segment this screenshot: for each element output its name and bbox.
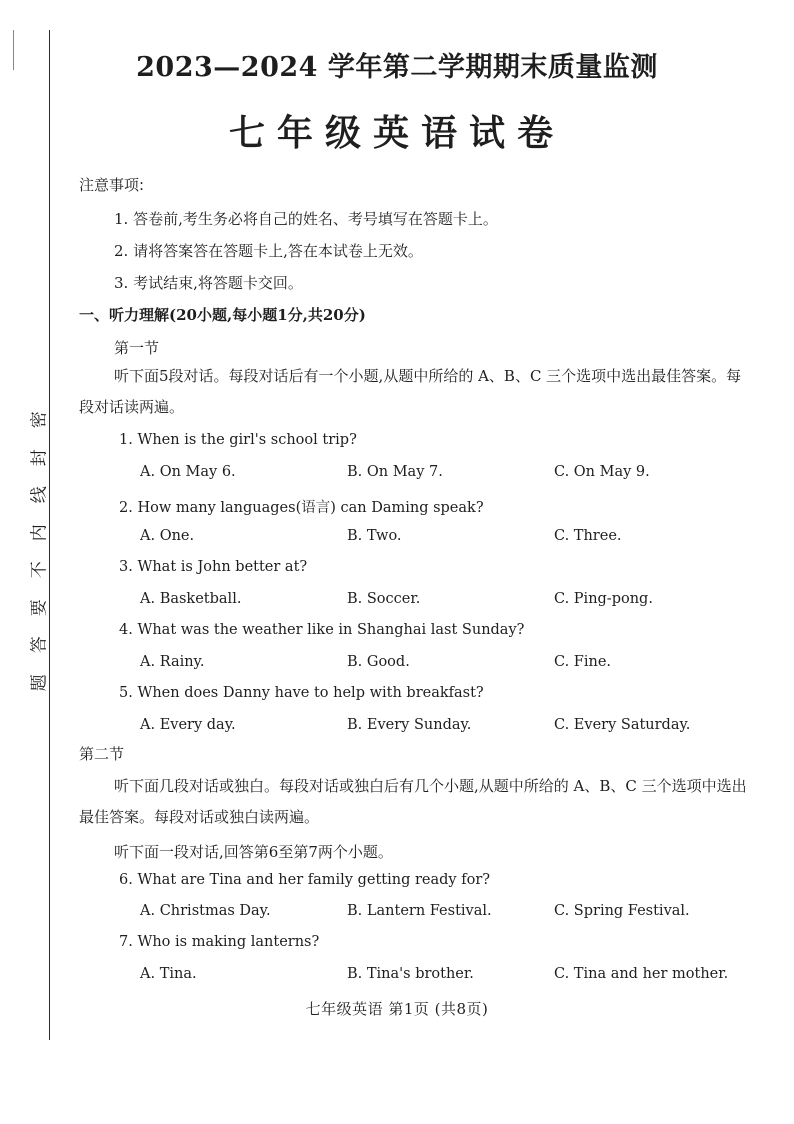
part-instruction — [79, 771, 747, 833]
question: 2. How many languages(语言) can Daming speak? — [119, 500, 484, 516]
option-b: B. Every Sunday. — [347, 717, 472, 733]
option-a: A. One. — [140, 528, 195, 544]
part-instruction — [79, 361, 747, 423]
notes-heading: 注意事项: — [79, 176, 145, 194]
notes-item: 1. 答卷前,考生务必将自己的姓名、考号填写在答题卡上。 — [114, 210, 498, 228]
notes-item: 2. 请将答案答在答题卡上,答在本试卷上无效。 — [114, 242, 423, 260]
option-b: B. Good. — [347, 654, 410, 670]
dialogue-instruction: 听下面一段对话,回答第6至第7两个小题。 — [114, 843, 393, 861]
instruction-text: 听下面几段对话或独白。每段对话或独白后有几个小题,从题中所给的 A、B、C 三个选项中选出最佳答案。每段对话或独白读两遍。 — [79, 777, 747, 826]
exam-term-title: 2023—2024 学年第二学期期末质量监测 — [136, 52, 658, 83]
option-b: B. Lantern Festival. — [347, 903, 492, 919]
seal-char: 封 — [29, 448, 50, 466]
part-heading: 第二节 — [79, 745, 125, 763]
question: 6. What are Tina and her family getting ready for? — [119, 872, 491, 888]
notes-item: 3. 考试结束,将答题卡交回。 — [114, 274, 303, 292]
seal-char: 内 — [29, 523, 50, 541]
question: 7. Who is making lanterns? — [119, 934, 320, 950]
seal-char: 要 — [29, 598, 50, 616]
seal-line-notice — [28, 401, 52, 701]
section-heading: 一、听力理解(20小题,每小题1分,共20分) — [79, 306, 366, 324]
option-a: A. Rainy. — [140, 654, 205, 670]
option-a: A. Christmas Day. — [140, 903, 271, 919]
option-c: C. Fine. — [554, 654, 612, 670]
part-heading: 第一节 — [114, 339, 160, 357]
option-c: C. Ping-pong. — [554, 591, 653, 607]
instruction-text: 听下面5段对话。每段对话后有一个小题,从题中所给的 A、B、C 三个选项中选出最佳答案。每段对话读两遍。 — [79, 367, 742, 416]
option-b: B. On May 7. — [347, 464, 443, 480]
option-a: A. Every day. — [140, 717, 236, 733]
question: 4. What was the weather like in Shanghai last Sunday? — [119, 622, 525, 638]
seal-char: 题 — [29, 673, 50, 691]
option-b: B. Two. — [347, 528, 402, 544]
option-c: C. Spring Festival. — [554, 903, 690, 919]
option-c: C. Every Saturday. — [554, 717, 691, 733]
option-a: A. Basketball. — [140, 591, 242, 607]
question: 3. What is John better at? — [119, 559, 308, 575]
seal-char: 答 — [29, 636, 50, 654]
option-b: B. Tina's brother. — [347, 966, 474, 982]
exam-header — [0, 50, 794, 86]
option-b: B. Soccer. — [347, 591, 421, 607]
question: 5. When does Danny have to help with breakfast? — [119, 685, 484, 701]
page-footer: 七年级英语 第1页 (共8页) — [305, 1000, 489, 1018]
question: 1. When is the girl's school trip? — [119, 432, 357, 448]
option-c: C. Tina and her mother. — [554, 966, 729, 982]
exam-title: 七年级英语试卷 — [228, 112, 565, 154]
option-a: A. On May 6. — [140, 464, 236, 480]
seal-char: 密 — [29, 411, 50, 429]
seal-char: 不 — [29, 561, 50, 579]
option-c: C. Three. — [554, 528, 622, 544]
option-a: A. Tina. — [140, 966, 197, 982]
seal-char: 线 — [29, 486, 50, 504]
option-c: C. On May 9. — [554, 464, 650, 480]
